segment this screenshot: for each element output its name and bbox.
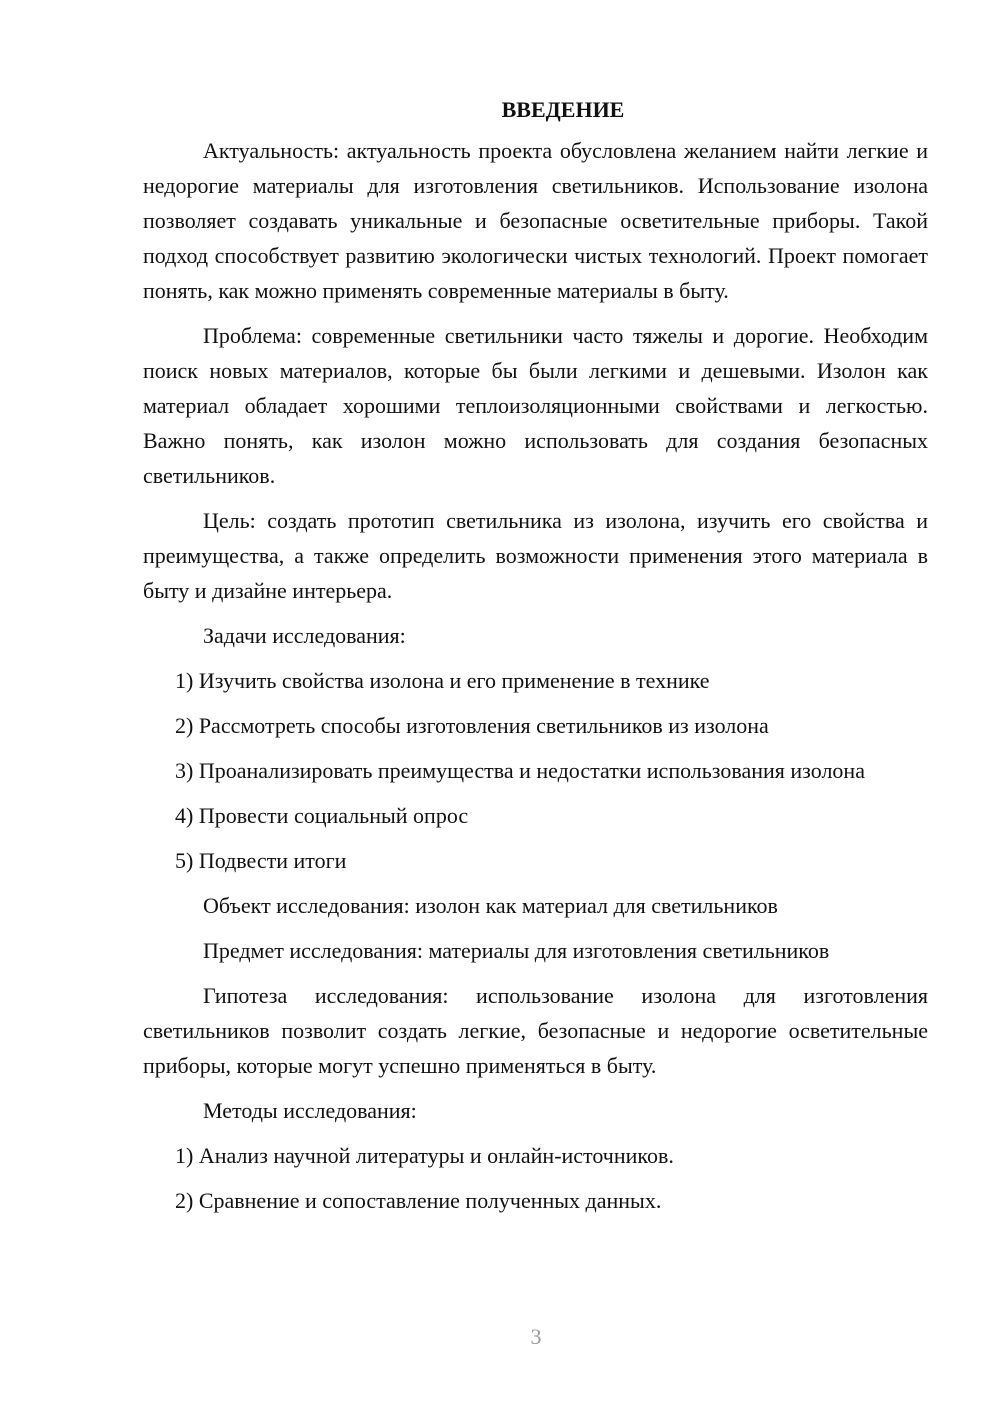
goal-paragraph: Цель: создать прототип светильника из изолона, изучить его свойства и преимущества, а также определить возможности применения этого материала в быту и дизайне интерьера. [143,508,928,603]
method-item: 2) Сравнение и сопоставление полученных данных. [175,1188,662,1213]
methods-heading: Методы исследования: [203,1098,417,1123]
hypothesis-paragraph: Гипотеза исследования: использование изолона для изготовления светильников позволит создать легкие, безопасные и недорогие осветительные приборы, которые могут успешно применяться в быту. [143,983,928,1078]
method-item: 1) Анализ научной литературы и онлайн-источников. [175,1143,674,1168]
problem-paragraph: Проблема: современные светильники часто тяжелы и дорогие. Необходим поиск новых материалов, которые бы были легкими и дешевыми. Изолон как материал обладает хорошими теплоизоляционными свойствами и легкостью. Важно понять, как изолон можно использовать для создания безопасных светильников. [143,323,928,488]
page-content [143,92,928,1228]
task-item: 1) Изучить свойства изолона и его применение в технике [175,668,710,693]
subject-paragraph: Предмет исследования: материалы для изготовления светильников [203,938,830,963]
task-item: 5) Подвести итоги [175,848,347,873]
task-item: 4) Провести социальный опрос [175,803,469,828]
task-item: 3) Проанализировать преимущества и недостатки использования изолона [175,758,865,783]
page-title: ВВЕДЕНИЕ [501,97,625,122]
object-paragraph: Объект исследования: изолон как материал для светильников [203,893,778,918]
page-number: 3 [530,1324,542,1349]
tasks-heading: Задачи исследования: [203,623,406,648]
task-item: 2) Рассмотреть способы изготовления светильников из изолона [175,713,769,738]
relevance-paragraph: Актуальность: актуальность проекта обусловлена желанием найти легкие и недорогие материалы для изготовления светильников. Использование изолона позволяет создавать уникальные и безопасные осветительные приборы. Такой подход способствует развитию экологически чистых технологий. Проект помогает понять, как можно применять современные материалы в быту. [143,138,928,303]
